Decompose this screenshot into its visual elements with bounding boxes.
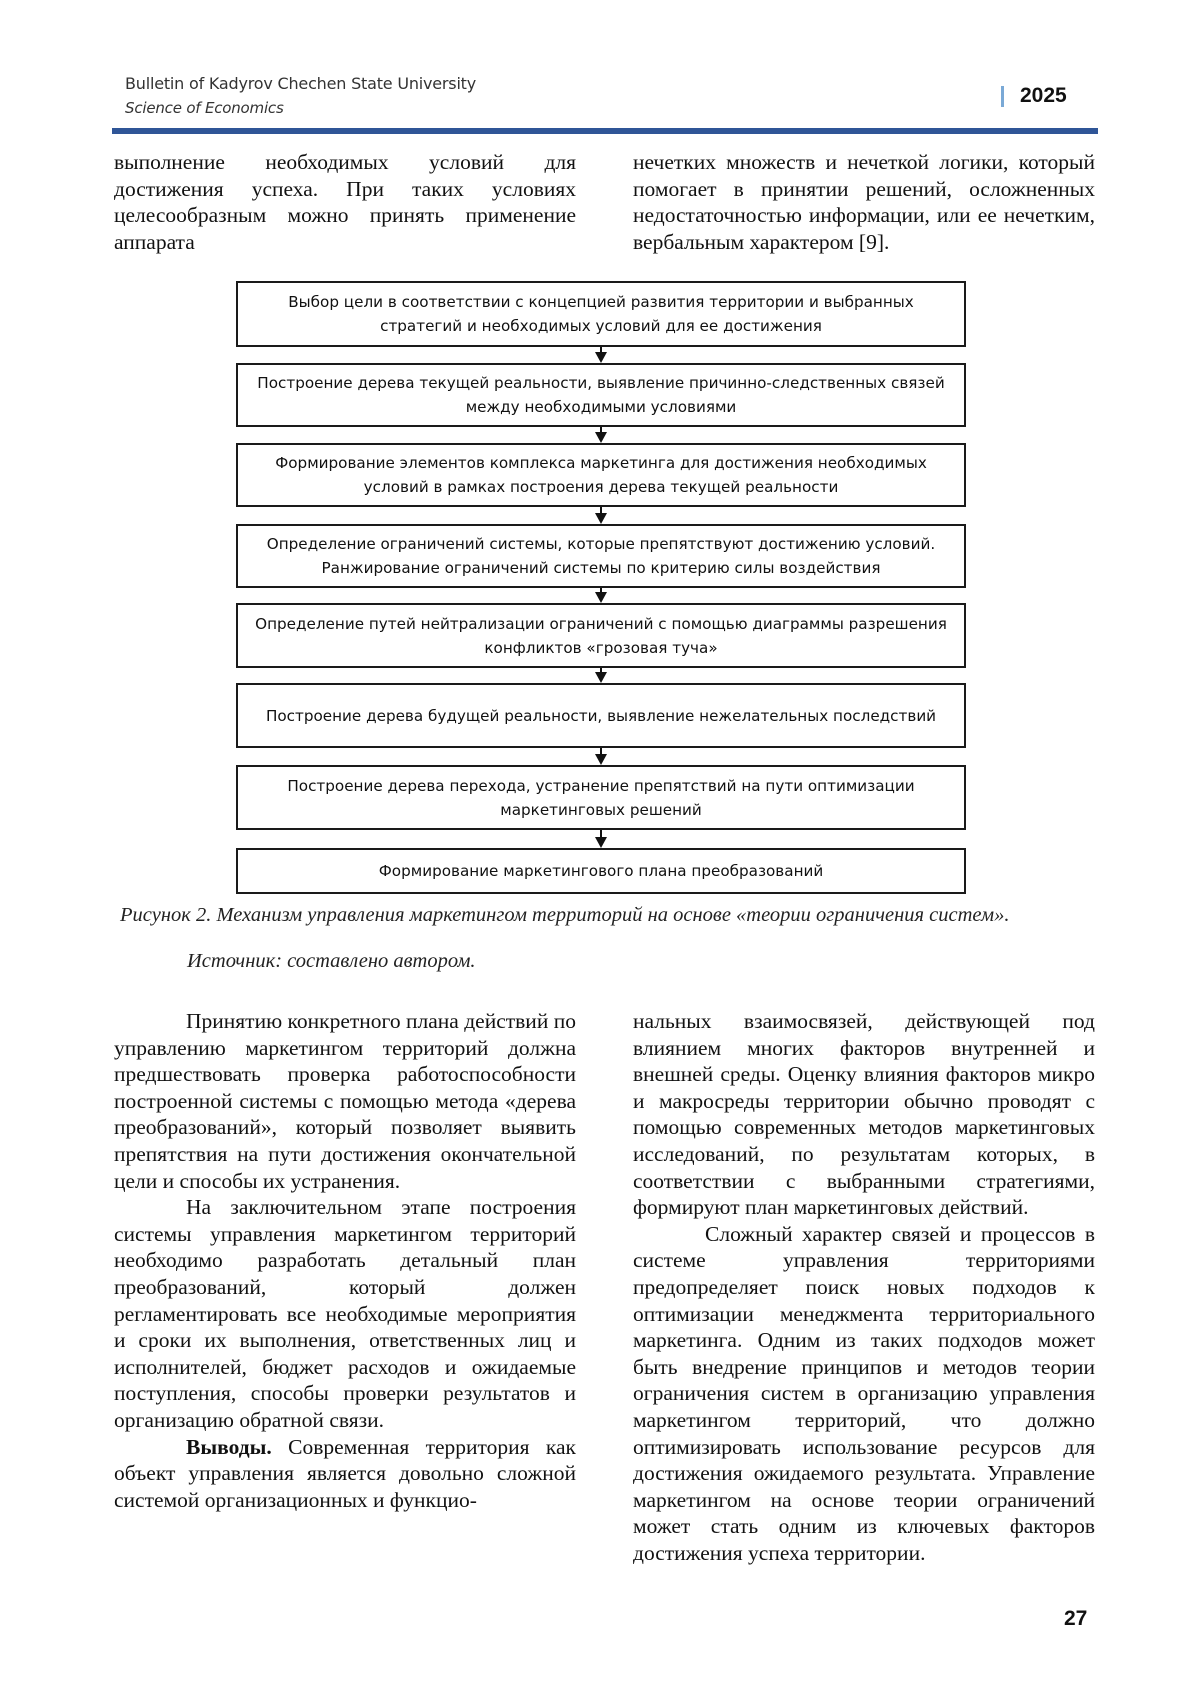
flow-step-8: Формирование маркетингового плана преобразований: [236, 848, 966, 894]
conclusions-heading: Выводы.: [186, 1434, 272, 1459]
flow-step-6: Построение дерева будущей реальности, выявление нежелательных последствий: [236, 683, 966, 748]
figure-source: Источник: составлено автором.: [187, 950, 476, 972]
paragraph: выполнение необходимых условий для достижения успеха. При таких условиях целесообразным можно принять применение аппарата: [114, 150, 576, 254]
paragraph: Сложный характер связей и процессов в системе управления территориями предопределяет поиск новых подходов к оптимизации менеджмента территориального маркетинга. Одним из таких подходов может быть внедрение принципов и методов теории ограничения систем в организацию управления маркетингом территорий, что должно оптимизировать использование ресурсов для достижения ожидаемого результата. Управление маркетингом на основе теории ограничений может стать одним из ключевых факторов достижения успеха территории.: [633, 1221, 1095, 1565]
journal-title: Bulletin of Kadyrov Chechen State University: [125, 74, 477, 93]
paragraph: На заключительном этапе построения системы управления маркетингом территорий необходимо разработать детальный план преобразований, который должен регламентировать все необходимые мероприятия и сроки их выполнения, ответственных лиц и исполнителей, бюджет расходов и ожидаемые поступления, способы проверки результатов и организацию обратной связи.: [114, 1195, 576, 1432]
issue-year: 2025: [1020, 84, 1067, 107]
flow-step-4: Определение ограничений системы, которые препятствуют достижению условий. Ранжирование ограничений системы по критерию силы воздействия: [236, 524, 966, 588]
top-text-left: [114, 149, 576, 255]
flow-step-7: Построение дерева перехода, устранение препятствий на пути оптимизации маркетинговых решений: [236, 765, 966, 830]
flow-step-2: Построение дерева текущей реальности, выявление причинно-следственных связей между необходимыми условиями: [236, 363, 966, 427]
page-number: 27: [1064, 1607, 1088, 1630]
paragraph: нечетких множеств и нечеткой логики, который помогает в принятии решений, осложненных недостаточностью информации, или ее нечетким, вербальным характером [9].: [633, 150, 1095, 254]
body-right-column: [633, 1008, 1095, 1566]
paragraph: нальных взаимосвязей, действующей под влиянием многих факторов внутренней и внешней среды. Оценку влияния факторов микро и макросреды территории обычно проводят с помощью современных методов маркетинговых исследований, по результатам которых, в соответствии с выбранными стратегиями, формируют план маркетинговых действий.: [633, 1009, 1095, 1220]
flow-step-3: Формирование элементов комплекса маркетинга для достижения необходимых условий в рамках построения дерева текущей реальности: [236, 443, 966, 507]
paragraph: Принятию конкретного плана действий по управлению маркетингом территорий должна предшествовать проверка работоспособности построенной системы с помощью метода «дерева преобразований», который позволяет выявить препятствия на пути достижения окончательной цели и способы их устранения.: [114, 1009, 576, 1193]
paragraph: [114, 1434, 576, 1514]
flow-step-1: Выбор цели в соответствии с концепцией развития территории и выбранных стратегий и необходимых условий для ее достижения: [236, 281, 966, 347]
header-rule: [112, 128, 1098, 134]
journal-section: Science of Economics: [125, 99, 284, 117]
top-text-right: [633, 149, 1095, 255]
paragraph-text: Современная территория как объект управления является довольно сложной системой организационных и функцио-: [114, 1434, 576, 1512]
body-left-column: [114, 1008, 576, 1513]
figure-caption: Рисунок 2. Механизм управления маркетингом территорий на основе «теории ограничения систем».: [120, 904, 1010, 926]
header-separator: [1001, 86, 1004, 107]
flow-step-5: Определение путей нейтрализации ограничений с помощью диаграммы разрешения конфликтов «грозовая туча»: [236, 603, 966, 668]
